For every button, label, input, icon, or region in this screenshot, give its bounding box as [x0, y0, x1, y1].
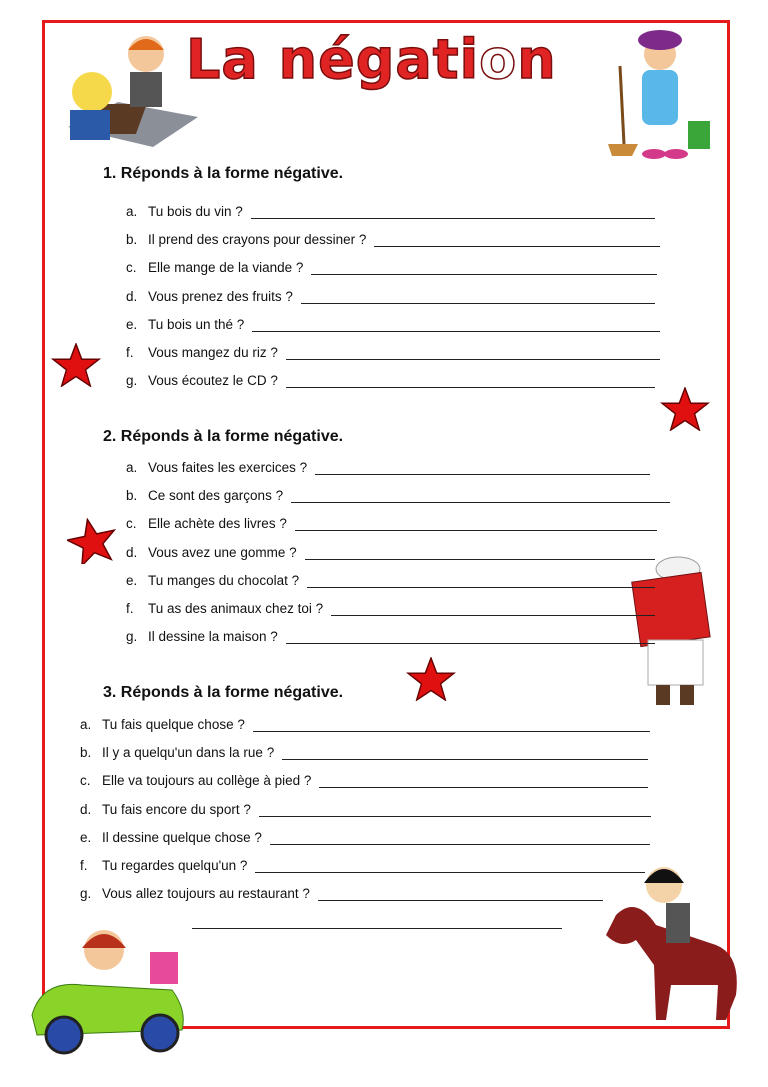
answer-line[interactable]: [259, 804, 651, 817]
question-text: Vous prenez des fruits ?: [148, 288, 293, 304]
item-letter: e.: [80, 829, 92, 845]
answer-line[interactable]: [301, 291, 655, 304]
question-item: [126, 370, 655, 388]
title-text: La négati: [186, 28, 480, 91]
question-text: Il prend des crayons pour dessiner ?: [148, 232, 367, 248]
item-letter: c.: [126, 516, 137, 532]
question-item: [126, 286, 655, 304]
item-letter: d.: [80, 801, 92, 817]
answer-line[interactable]: [251, 206, 655, 219]
item-letter: a.: [126, 460, 138, 475]
title-text-o: o: [479, 28, 518, 91]
question-item: [126, 542, 655, 560]
answer-line[interactable]: [374, 234, 660, 247]
section-heading: 3. Réponds à la forme négative.: [103, 684, 344, 701]
item-letter: b.: [80, 745, 92, 761]
answer-line[interactable]: [270, 832, 650, 845]
question-item: [126, 626, 655, 644]
item-letter: e.: [126, 572, 138, 588]
answer-line[interactable]: [253, 719, 650, 732]
item-letter: a.: [80, 717, 92, 732]
answer-line[interactable]: [295, 518, 657, 531]
question-text: Tu regardes quelqu'un ?: [102, 858, 248, 873]
question-item: [126, 201, 655, 219]
answer-line[interactable]: [192, 928, 562, 929]
question-text: Vous avez une gomme ?: [148, 544, 297, 560]
question-text: Vous mangez du riz ?: [148, 345, 278, 360]
question-text: Tu bois un thé ?: [148, 316, 245, 332]
question-item: [126, 570, 655, 588]
question-text: Ce sont des garçons ?: [148, 488, 284, 504]
title-text-n: n: [517, 28, 557, 91]
question-item: [126, 314, 660, 332]
answer-line[interactable]: [255, 860, 645, 873]
item-letter: d.: [126, 544, 138, 560]
question-text: Il dessine la maison ?: [148, 629, 278, 645]
section-heading: 2. Réponds à la forme négative.: [103, 428, 344, 445]
answer-line[interactable]: [282, 747, 648, 760]
question-item: [80, 827, 650, 845]
answer-line[interactable]: [305, 547, 655, 560]
item-letter: b.: [126, 232, 138, 248]
question-item: [126, 457, 650, 475]
answer-line[interactable]: [331, 603, 655, 616]
question-text: Vous écoutez le CD ?: [148, 373, 278, 389]
item-letter: f.: [126, 601, 134, 616]
horse-rider-illustration: [596, 855, 746, 1025]
item-letter: g.: [80, 886, 92, 902]
section-heading: 1. Réponds à la forme négative.: [103, 165, 344, 182]
item-letter: g.: [126, 373, 138, 389]
question-text: Il y a quelqu'un dans la rue ?: [102, 745, 275, 761]
question-text: Vous faites les exercices ?: [148, 460, 308, 475]
star-icon: [659, 387, 711, 431]
chess-players-illustration: [58, 32, 203, 152]
answer-line[interactable]: [311, 262, 657, 275]
question-item: [126, 342, 660, 360]
answer-line[interactable]: [319, 775, 648, 788]
answer-line[interactable]: [307, 575, 655, 588]
star-icon: [405, 657, 457, 701]
answer-line[interactable]: [318, 888, 603, 901]
answer-line[interactable]: [252, 319, 660, 332]
question-item: [126, 229, 660, 247]
question-item: [126, 513, 657, 531]
item-letter: c.: [126, 260, 137, 276]
question-text: Tu bois du vin ?: [148, 204, 243, 219]
question-text: Elle achète des livres ?: [148, 516, 287, 532]
question-text: Tu fais encore du sport ?: [102, 801, 251, 817]
star-icon: [67, 518, 117, 564]
question-item: [80, 799, 651, 817]
answer-line[interactable]: [286, 375, 655, 388]
car-illustration: [22, 920, 192, 1060]
question-text: Tu as des animaux chez toi ?: [148, 601, 324, 616]
question-item: [80, 883, 603, 901]
question-item: [126, 598, 655, 616]
item-letter: f.: [126, 345, 134, 360]
question-item: [80, 742, 648, 760]
answer-line[interactable]: [315, 462, 650, 475]
question-text: Elle mange de la viande ?: [148, 260, 304, 276]
page-title: [186, 28, 557, 92]
question-text: Il dessine quelque chose ?: [102, 829, 262, 845]
item-letter: d.: [126, 288, 138, 304]
answer-line[interactable]: [286, 631, 655, 644]
star-icon: [51, 343, 101, 387]
item-letter: f.: [80, 858, 88, 873]
question-text: Elle va toujours au collège à pied ?: [102, 773, 312, 789]
question-item: [126, 257, 657, 275]
item-letter: c.: [80, 773, 91, 789]
item-letter: g.: [126, 629, 138, 645]
question-item: [80, 855, 645, 873]
item-letter: b.: [126, 488, 138, 504]
question-text: Tu manges du chocolat ?: [148, 572, 300, 588]
question-item: [80, 770, 648, 788]
item-letter: e.: [126, 316, 138, 332]
answer-line[interactable]: [286, 347, 660, 360]
question-text: Vous allez toujours au restaurant ?: [102, 886, 310, 902]
cleaning-lady-illustration: [602, 26, 720, 161]
question-item: [80, 714, 650, 732]
answer-line[interactable]: [291, 490, 670, 503]
question-item: [126, 485, 670, 503]
item-letter: a.: [126, 204, 138, 219]
question-text: Tu fais quelque chose ?: [102, 717, 245, 732]
